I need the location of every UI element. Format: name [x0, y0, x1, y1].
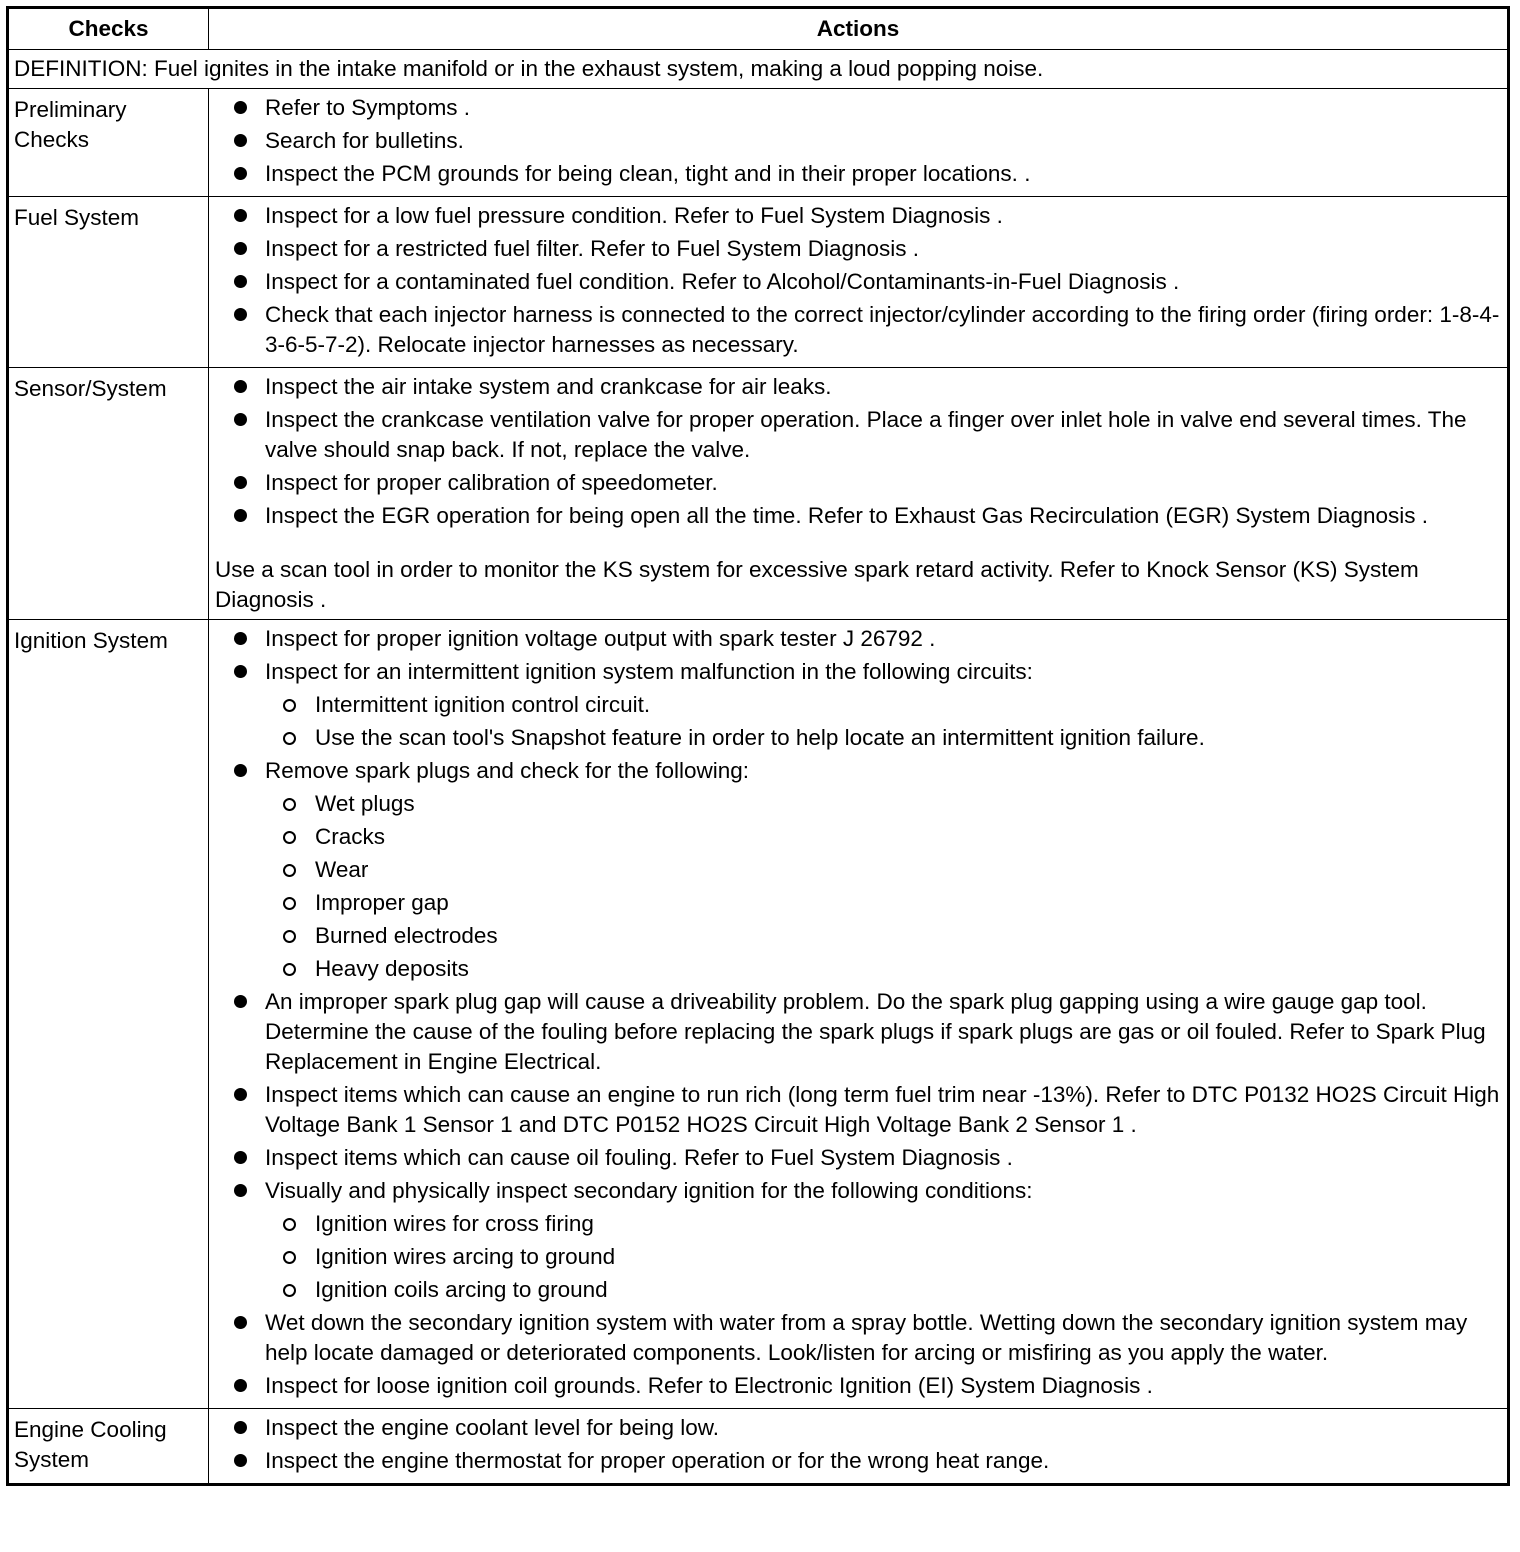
- bullet-icon: [234, 995, 247, 1008]
- bullet-icon: [234, 308, 247, 321]
- table-row: [8, 1409, 1509, 1485]
- action-item: [209, 501, 1503, 531]
- action-list: [209, 1413, 1503, 1476]
- action-item: [209, 1080, 1503, 1140]
- check-cell: Sensor/System: [8, 368, 209, 620]
- action-list: [209, 372, 1503, 531]
- sub-action-item: [265, 1242, 1503, 1272]
- bullet-icon: [234, 1088, 247, 1101]
- sub-action-item: [265, 1209, 1503, 1239]
- bullet-icon: [234, 1454, 247, 1467]
- sub-action-text: Improper gap: [315, 890, 449, 915]
- sub-action-item: [265, 723, 1503, 753]
- action-item: [209, 267, 1503, 297]
- action-item: [209, 1413, 1503, 1443]
- sub-action-text: Cracks: [315, 824, 386, 849]
- sub-action-item: [265, 789, 1503, 819]
- circle-bullet-icon: [283, 864, 296, 877]
- circle-bullet-icon: [283, 930, 296, 943]
- bullet-icon: [234, 275, 247, 288]
- action-list: [209, 201, 1503, 360]
- sub-action-list: [265, 789, 1503, 984]
- circle-bullet-icon: [283, 732, 296, 745]
- bullet-icon: [234, 509, 247, 522]
- circle-bullet-icon: [283, 1218, 296, 1231]
- sub-action-text: Intermittent ignition control circuit.: [315, 692, 651, 717]
- bullet-icon: [234, 167, 247, 180]
- diagnostic-table: [6, 6, 1510, 1486]
- circle-bullet-icon: [283, 897, 296, 910]
- bullet-icon: [234, 413, 247, 426]
- circle-bullet-icon: [283, 831, 296, 844]
- action-item: [209, 159, 1503, 189]
- action-item: [209, 234, 1503, 264]
- action-item: [209, 987, 1503, 1077]
- action-text: Inspect for a low fuel pressure condition. Refer to Fuel System Diagnosis .: [265, 203, 1003, 228]
- action-text: Inspect for proper calibration of speedometer.: [265, 470, 718, 495]
- bullet-icon: [234, 1316, 247, 1329]
- action-text: Inspect the engine coolant level for being low.: [265, 1415, 720, 1440]
- action-note: Use a scan tool in order to monitor the KS system for excessive spark retard activity. Refer to Knock Sensor (KS) System Diagnosis .: [215, 557, 1419, 612]
- sub-action-list: [265, 1209, 1503, 1305]
- sub-action-item: [265, 690, 1503, 720]
- sub-action-item: [265, 822, 1503, 852]
- action-item: [209, 300, 1503, 360]
- bullet-icon: [234, 1184, 247, 1197]
- action-text: Inspect for an intermittent ignition system malfunction in the following circuits:: [265, 659, 1033, 684]
- check-cell: Preliminary Checks: [8, 89, 209, 197]
- sub-action-text: Ignition wires arcing to ground: [315, 1244, 616, 1269]
- action-text: An improper spark plug gap will cause a driveability problem. Do the spark plug gapping using a wire gauge gap tool. Determine the cause of the fouling before replacing the spark plugs if spark plugs are gas or oil fouled. Refer to Spark Plug Replacement in Engine Electrical.: [265, 989, 1486, 1074]
- action-text: Inspect for loose ignition coil grounds. Refer to Electronic Ignition (EI) System Diagnosis .: [265, 1373, 1153, 1398]
- action-text: Inspect the air intake system and crankcase for air leaks.: [265, 374, 832, 399]
- actions-cell: [209, 1409, 1509, 1485]
- bullet-icon: [234, 134, 247, 147]
- action-text: Inspect for proper ignition voltage output with spark tester J 26792 .: [265, 626, 936, 651]
- bullet-icon: [234, 632, 247, 645]
- action-item: [209, 1446, 1503, 1476]
- action-list: [209, 624, 1503, 1401]
- sub-action-item: [265, 954, 1503, 984]
- action-list: [209, 93, 1503, 189]
- sub-action-text: Wet plugs: [315, 791, 415, 816]
- sub-action-list: [265, 690, 1503, 753]
- action-text: Remove spark plugs and check for the following:: [265, 758, 750, 783]
- bullet-icon: [234, 1421, 247, 1434]
- table-row: [8, 620, 1509, 1409]
- action-text: Inspect the EGR operation for being open all the time. Refer to Exhaust Gas Recirculation (EGR) System Diagnosis .: [265, 503, 1429, 528]
- action-text: Check that each injector harness is connected to the correct injector/cylinder according to the firing order (firing order: 1-8-4-3-6-5-7-2). Relocate injector harnesses as necessary.: [265, 302, 1500, 357]
- circle-bullet-icon: [283, 798, 296, 811]
- sub-action-item: [265, 855, 1503, 885]
- actions-cell: [209, 89, 1509, 197]
- sub-action-text: Use the scan tool's Snapshot feature in order to help locate an intermittent ignition failure.: [315, 725, 1205, 750]
- action-item: [209, 657, 1503, 753]
- bullet-icon: [234, 242, 247, 255]
- action-item: [209, 468, 1503, 498]
- bullet-icon: [234, 1151, 247, 1164]
- table-row: [8, 89, 1509, 197]
- action-item: [209, 405, 1503, 465]
- check-cell: Ignition System: [8, 620, 209, 1409]
- action-item: [209, 201, 1503, 231]
- circle-bullet-icon: [283, 963, 296, 976]
- action-text: Refer to Symptoms .: [265, 95, 471, 120]
- action-text: Inspect items which can cause oil fouling. Refer to Fuel System Diagnosis .: [265, 1145, 1013, 1170]
- action-item: [209, 624, 1503, 654]
- action-text: Wet down the secondary ignition system with water from a spray bottle. Wetting down the secondary ignition system may help locate damaged or deteriorated components. Look/listen for arcing or misfiring as you apply the water.: [265, 1310, 1468, 1365]
- sub-action-text: Wear: [315, 857, 369, 882]
- definition-row: [8, 50, 1509, 89]
- actions-header: Actions: [209, 8, 1509, 50]
- action-item: [209, 126, 1503, 156]
- header-row: [8, 8, 1509, 50]
- action-text: Visually and physically inspect secondary ignition for the following conditions:: [265, 1178, 1033, 1203]
- actions-cell: [209, 620, 1509, 1409]
- action-text: Inspect the PCM grounds for being clean, tight and in their proper locations. .: [265, 161, 1031, 186]
- sub-action-text: Ignition wires for cross firing: [315, 1211, 594, 1236]
- bullet-icon: [234, 209, 247, 222]
- action-item: [209, 1308, 1503, 1368]
- table-row: [8, 197, 1509, 368]
- action-text: Inspect for a restricted fuel filter. Refer to Fuel System Diagnosis .: [265, 236, 920, 261]
- actions-cell: [209, 368, 1509, 620]
- action-item: [209, 93, 1503, 123]
- table-row: [8, 368, 1509, 620]
- definition-text: DEFINITION: Fuel ignites in the intake manifold or in the exhaust system, making a loud popping noise.: [8, 50, 1509, 89]
- checks-header: Checks: [8, 8, 209, 50]
- sub-action-item: [265, 921, 1503, 951]
- check-cell: Fuel System: [8, 197, 209, 368]
- action-item: [209, 756, 1503, 984]
- sub-action-text: Heavy deposits: [315, 956, 469, 981]
- action-item: [209, 1176, 1503, 1305]
- sub-action-item: [265, 1275, 1503, 1305]
- bullet-icon: [234, 380, 247, 393]
- bullet-icon: [234, 764, 247, 777]
- action-text: Inspect the engine thermostat for proper operation or for the wrong heat range.: [265, 1448, 1050, 1473]
- action-text: Inspect items which can cause an engine to run rich (long term fuel trim near -13%). Refer to DTC P0132 HO2S Circuit High Voltage Bank 1 Sensor 1 and DTC P0152 HO2S Circuit High Voltage Bank 2 Sensor 1 .: [265, 1082, 1500, 1137]
- action-item: [209, 1143, 1503, 1173]
- sub-action-text: Burned electrodes: [315, 923, 498, 948]
- check-cell: Engine Cooling System: [8, 1409, 209, 1485]
- action-text: Inspect for a contaminated fuel condition. Refer to Alcohol/Contaminants-in-Fuel Diagnosis .: [265, 269, 1180, 294]
- action-text: Inspect the crankcase ventilation valve for proper operation. Place a finger over inlet hole in valve end several times. The valve should snap back. If not, replace the valve.: [265, 407, 1467, 462]
- circle-bullet-icon: [283, 1284, 296, 1297]
- action-item: [209, 1371, 1503, 1401]
- sub-action-text: Ignition coils arcing to ground: [315, 1277, 608, 1302]
- bullet-icon: [234, 101, 247, 114]
- action-text: Search for bulletins.: [265, 128, 464, 153]
- circle-bullet-icon: [283, 1251, 296, 1264]
- circle-bullet-icon: [283, 699, 296, 712]
- sub-action-item: [265, 888, 1503, 918]
- actions-cell: [209, 197, 1509, 368]
- bullet-icon: [234, 476, 247, 489]
- bullet-icon: [234, 1379, 247, 1392]
- bullet-icon: [234, 665, 247, 678]
- action-item: [209, 372, 1503, 402]
